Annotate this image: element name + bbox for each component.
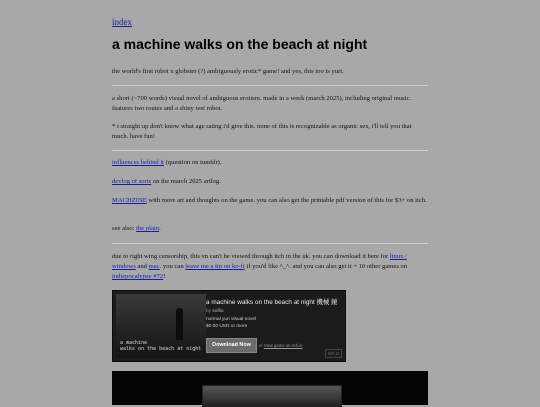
devlog-line xyxy=(112,177,428,187)
widget-price: $0.00 USD or more xyxy=(206,324,248,329)
see-also-line xyxy=(112,224,428,234)
machzine-link[interactable]: MACHZINE xyxy=(112,197,147,204)
divider xyxy=(112,85,428,86)
widget-author[interactable]: solfio xyxy=(212,309,224,314)
kofi-link[interactable]: leave me a tip on ko-fi xyxy=(185,263,245,270)
screenshot-image xyxy=(202,385,342,407)
itch-io-badge[interactable]: itch.io xyxy=(325,349,342,358)
plain-link[interactable]: the plain xyxy=(136,225,160,232)
page-title: a machine walks on the beach at night xyxy=(112,36,368,52)
view-game-link[interactable]: View game on itch.io xyxy=(263,343,303,348)
description: a short (~700 words) visual novel of ambiguous erotism. made in a week (march 2025), including original music. features two routes and a shiny wet robot. xyxy=(112,95,412,112)
download-text-2: . you can xyxy=(159,263,186,270)
view-game-line xyxy=(259,343,302,348)
devlog-text: on the march 2025 artlog. xyxy=(151,178,221,185)
widget-info xyxy=(206,297,342,329)
widget-genre: normal yuri visual novel xyxy=(206,317,257,322)
thumbnail-caption: a machine walks on the beach at night xyxy=(120,340,202,352)
robot-figure-image xyxy=(176,308,183,340)
tagline: the world's first robot x globster (?) ambiguously erotic* game! and yes, this too is yuri. xyxy=(112,68,344,75)
download-paragraph xyxy=(112,252,428,282)
widget-title-suffix: 機械 鏡 xyxy=(316,299,338,306)
download-now-button[interactable]: Download Now xyxy=(206,338,257,353)
download-text-3: if you'd like ^_^. and you can also get it + 10 other games on xyxy=(244,263,408,270)
indiepocalypse-link[interactable]: indiepocalypse #72 xyxy=(112,273,164,280)
divider xyxy=(112,150,428,151)
download-text-1: due to right wing censorship, this vn can't be viewed through itch in the uk. you can download it here for xyxy=(112,253,390,260)
devlog-link[interactable]: devlog of sorts xyxy=(112,178,152,185)
machzine-line xyxy=(112,196,428,206)
influences-link[interactable]: influences behind it xyxy=(112,159,165,166)
machzine-text: with more art and thoughts on the game. you can also get the printable pdf version of this for $3+ on itch. xyxy=(146,197,427,204)
see-also-text: see also: xyxy=(112,225,137,232)
widget-author-line xyxy=(206,309,342,314)
divider xyxy=(112,243,428,244)
nav xyxy=(112,17,428,27)
mac-link[interactable]: mac xyxy=(148,263,160,270)
and-text: and xyxy=(135,263,149,270)
widget-title-line xyxy=(206,297,342,306)
influences-text: (question on tumblr). xyxy=(164,159,222,166)
index-link[interactable]: index xyxy=(112,17,132,27)
footnote: * i straight up don't know what age rating i'd give this. none of this is recognizable as organic sex, i'll tell you that much. have fun! xyxy=(112,123,412,140)
influences-line xyxy=(112,158,428,168)
widget-title[interactable]: a machine walks on the beach at night xyxy=(206,299,315,306)
linux-windows-link[interactable]: linux / windows xyxy=(112,253,407,270)
download-text-4: ! xyxy=(163,273,166,280)
by-prefix: by xyxy=(206,309,213,314)
itch-widget xyxy=(112,290,346,362)
or-text: or xyxy=(259,343,264,348)
game-screenshot xyxy=(112,371,428,405)
see-also-end: . xyxy=(159,225,161,232)
game-thumbnail[interactable] xyxy=(116,294,206,358)
